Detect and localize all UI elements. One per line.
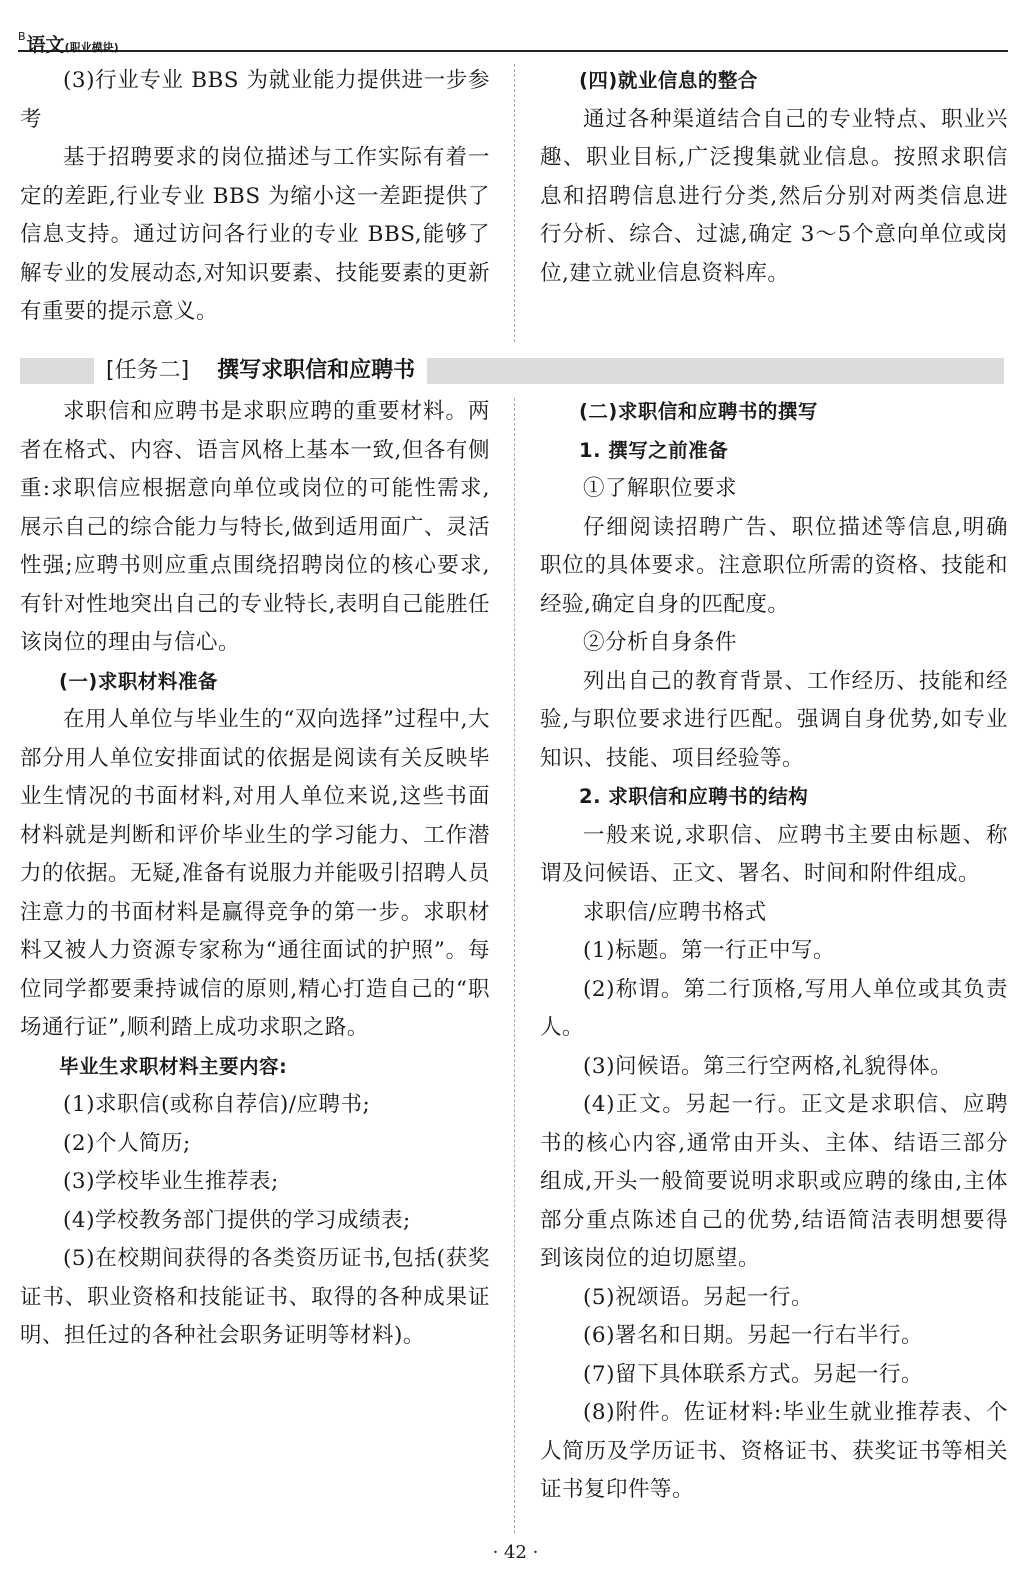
paragraph: 仔细阅读招聘广告、职位描述等信息,明确职位的具体要求。注意职位所需的资格、技能和经验,确定自身的匹配度。 <box>540 514 1008 617</box>
paragraph: (1)求职信(或称自荐信)/应聘书; <box>63 1092 371 1117</box>
section-heading: 2. 求职信和应聘书的结构 <box>579 785 809 808</box>
paragraph: ②分析自身条件 <box>583 630 738 655</box>
paragraph: (2)个人简历; <box>63 1130 191 1156</box>
running-header <box>18 30 1008 56</box>
column-bottom-left <box>20 393 490 1356</box>
header-mark: B <box>18 30 26 43</box>
paragraph: (8)附件。佐证材料:毕业生就业推荐表、个人简历及学历证书、资格证书、获奖证书等相关证书复印件等。 <box>540 1400 1008 1502</box>
section-heading: (二)求职信和应聘书的撰写 <box>579 400 818 423</box>
task-title: 撰写求职信和应聘书 <box>217 358 416 383</box>
paragraph: (5)祝颂语。另起一行。 <box>583 1284 813 1310</box>
paragraph: (6)署名和日期。另起一行右半行。 <box>583 1323 923 1348</box>
column-bottom-right <box>540 393 1008 1510</box>
task-heading <box>94 352 427 390</box>
book-name: 语文 <box>26 34 65 56</box>
column-divider-bottom <box>514 398 515 1533</box>
paragraph: 一般来说,求职信、应聘书主要由标题、称谓及问候语、正文、署名、时间和附件组成。 <box>540 822 1008 886</box>
paragraph: 基于招聘要求的岗位描述与工作实际有着一定的差距,行业专业 BBS 为缩小这一差距提供了信息支持。通过访问各行业的专业 BBS,能够了解专业的发展动态,对知识要素、技能要素的更新有重要的提示意义。 <box>20 145 490 324</box>
paragraph: (4)正文。另起一行。正文是求职信、应聘书的核心内容,通常由开头、主体、结语三部分组成,开头一般简要说明求职或应聘的缘由,主体部分重点陈述自己的优势,结语简洁表明想要得到该岗位的迫切愿望。 <box>540 1092 1008 1271</box>
paragraph: (3)学校毕业生推荐表; <box>63 1169 279 1194</box>
section-heading: 毕业生求职材料主要内容: <box>59 1054 288 1078</box>
book-module: (职业模块) <box>64 41 119 54</box>
paragraph: 求职信/应聘书格式 <box>583 899 767 925</box>
section-heading: (一)求职材料准备 <box>59 669 218 693</box>
paragraph: (3)问候语。第三行空两格,礼貌得体。 <box>583 1053 953 1079</box>
paragraph: 通过各种渠道结合自己的专业特点、职业兴趣、职业目标,广泛搜集就业信息。按照求职信息和招聘信息进行分类,然后分别对两类信息进行分析、综合、过滤,确定 3～5个意向单位或岗位,建立就业信息资料库。 <box>540 106 1008 286</box>
section-heading: (四)就业信息的整合 <box>579 69 758 92</box>
task-tag: [任务二] <box>106 358 190 383</box>
paragraph: ①了解职位要求 <box>583 476 738 501</box>
paragraph: 在用人单位与毕业生的“双向选择”过程中,大部分用人单位安排面试的依据是阅读有关反映毕业生情况的书面材料,对用人单位来说,这些书面材料就是判断和评价毕业生的学习能力、工作潜力的依据。无疑,准备有说服力并能吸引招聘人员注意力的书面材料是赢得竞争的第一步。求职材料又被人力资源专家称为“通往面试的护照”。每位同学都要秉持诚信的原则,精心打造自己的“职场通行证”,顺利踏上成功求职之路。 <box>20 707 490 1040</box>
column-top-right <box>540 62 1008 293</box>
section-heading: 1. 撰写之前准备 <box>579 438 729 462</box>
paragraph: (3)行业专业 BBS 为就业能力提供进一步参考 <box>20 68 490 132</box>
paragraph: 列出自己的教育背景、工作经历、技能和经验,与职位要求进行匹配。强调自身优势,如专业知识、技能、项目经验等。 <box>540 668 1008 771</box>
book-title <box>18 30 119 57</box>
paragraph: (1)标题。第一行正中写。 <box>583 938 835 963</box>
paragraph: (7)留下具体联系方式。另起一行。 <box>583 1361 923 1387</box>
paragraph: (2)称谓。第二行顶格,写用人单位或其负责人。 <box>540 976 1008 1040</box>
paragraph: 求职信和应聘书是求职应聘的重要材料。两者在格式、内容、语言风格上基本一致,但各有侧重:求职信应根据意向单位或岗位的可能性需求,展示自己的综合能力与特长,做到适用面广、灵活性强;应聘书则应重点围绕招聘岗位的核心要求,有针对性地突出自己的专业特长,表明自己能胜任该岗位的理由与信心。 <box>20 399 490 655</box>
page-number: · 42 · <box>492 1542 539 1563</box>
paragraph: (4)学校教务部门提供的学习成绩表; <box>63 1207 411 1233</box>
column-top-left <box>20 62 490 332</box>
paragraph: (5)在校期间获得的各类资历证书,包括(获奖证书、职业资格和技能证书、取得的各种成果证明、担任过的各种社会职务证明等材料)。 <box>20 1246 490 1348</box>
column-divider-top <box>514 64 515 342</box>
